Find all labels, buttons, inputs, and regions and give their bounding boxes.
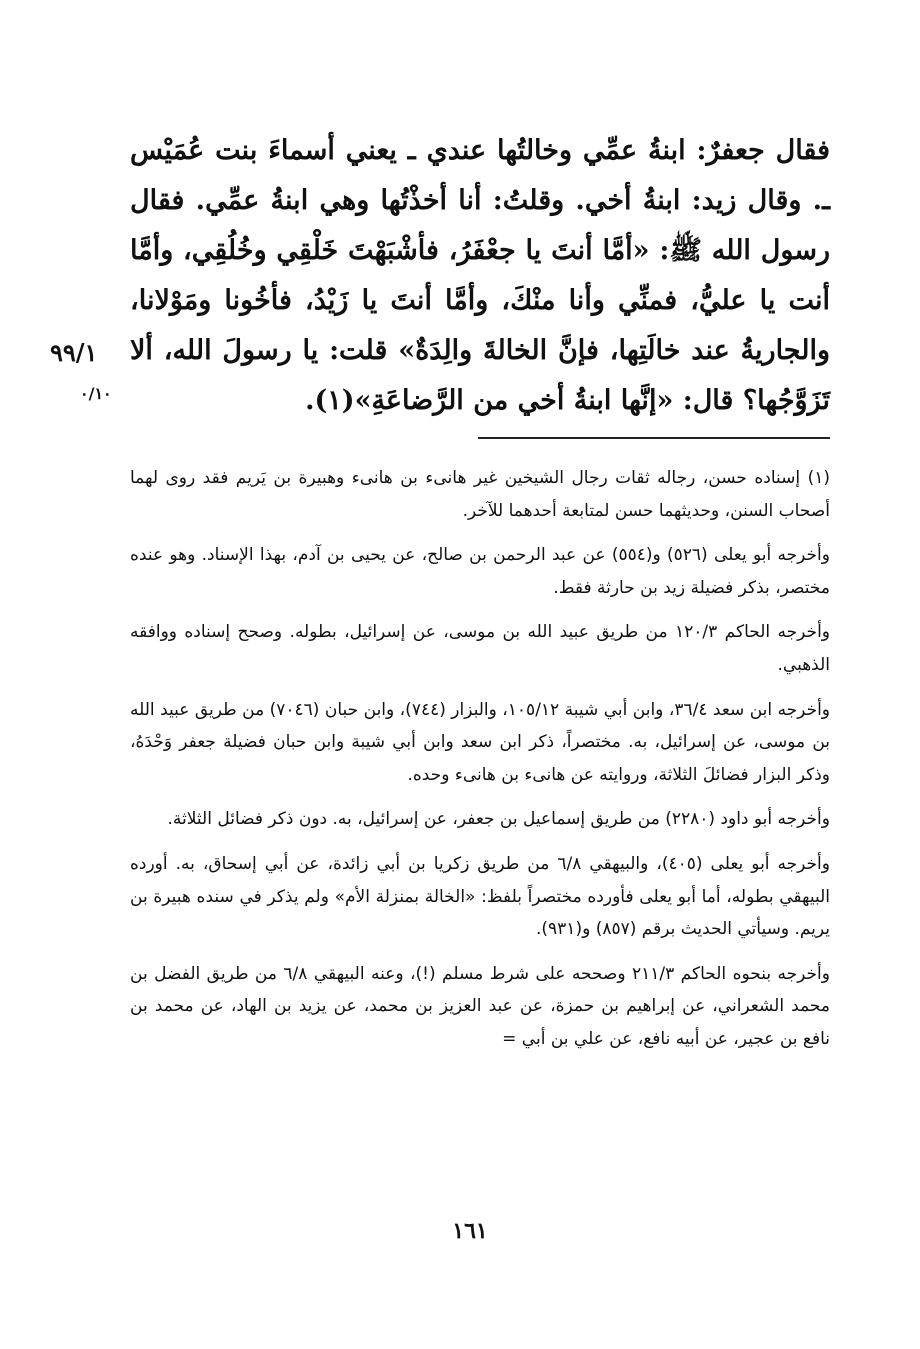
footnote-paragraph: وأخرجه أبو يعلى (٥٢٦) و(٥٥٤) عن عبد الرحمن بن صالح، عن يحيى بن آدم، بهذا الإسناد. وهو عنده مختصر، بذكر فضيلة زيد بن حارثة فقط. [130, 545, 830, 598]
footnote-paragraph: وأخرجه بنحوه الحاكم ٢١١/٣ وصححه على شرط مسلم (!)، وعنه البيهقي ٦/٨ من طريق الفضل بن محمد الشعراني، عن إبراهيم بن حمزة، عن عبد العزيز بن محمد، عن يزيد بن الهاد، عن محمد بن نافع بن عجير، عن أبيه نافع، عن علي بن أبي = [130, 963, 830, 1049]
footnote-paragraph: وأخرجه أبو يعلى (٤٠٥)، والبيهقي ٦/٨ من طريق زكريا بن أبي زائدة، عن أبي إسحاق، به. أورده البيهقي بطوله، أما أبو يعلى فأورده مختصراً بلفظ: «الخالة بمنزلة الأم» ولم يذكر في سنده هبيرة بن يريم. وسيأتي الحديث برقم (٨٥٧) و(٩٣١). [130, 853, 830, 940]
margin-mark: ٠/١٠ [80, 384, 112, 403]
footnote-paragraph: وأخرجه ابن سعد ٣٦/٤، وابن أبي شيبة ١٠٥/١٢، والبزار (٧٤٤)، وابن حبان (٧٠٤٦) من طريق عبيد الله بن موسى، عن إسرائيل، به. مختصراً، ذكر ابن سعد وابن أبي شيبة وابن حبان فضيلة جعفر وَحْدَهُ، وذكر البزار فضائلَ الثلاثة، وروايته عن هانىء بن هانىء وحده. [130, 699, 831, 785]
main-text [130, 126, 830, 426]
footnote-separator [478, 437, 830, 439]
footnote-paragraph: وأخرجه الحاكم ١٢٠/٣ من طريق عبيد الله بن موسى، عن إسرائيل، بطوله. وصحح إسناده ووافقه الذهبي. [130, 622, 830, 675]
page-number: ١٦١ [452, 1218, 488, 1244]
footnote-paragraph: وأخرجه أبو داود (٢٢٨٠) من طريق إسماعيل بن جعفر، عن إسرائيل، به. دون ذكر فضائل الثلاثة. [167, 809, 830, 830]
hadith-paragraph: فقال جعفرٌ: ابنةُ عمِّي وخالتُها عندي ـ يعني أسماءَ بنت عُمَيْس ـ. وقال زيد: ابنةُ أخي. وقلتُ: أنا أخذْتُها وهي ابنةُ عمِّي. فقال رسول الله ﷺ: «أمَّا أنتَ يا جعْفَرُ، فأشْبَهْتَ خَلْقِي وخُلُقِي، وأمَّا أنت يا عليُّ، فمنِّي وأنا منْكَ، وأمَّا أنتَ يا زَيْدُ، فأخُونا ومَوْلانا، والجاريةُ عند خالَتِها، فإنَّ الخالةَ والِدَةٌ» قلت: يا رسولَ الله، ألا تَزَوَّجُها؟ قال: «إنَّها ابنةُ أخي من الرَّضاعَةِ»(١). [130, 135, 830, 416]
footnote-paragraph: (١) إسناده حسن، رجاله ثقات رجال الشيخين غير هانىء بن هانىء وهبيرة بن يَريم فقد روى لهما أصحاب السنن، وحديثهما حسن لمتابعة أحدهما للآخر. [130, 468, 830, 521]
margin-volume-page: ٩٩/١ [50, 338, 98, 367]
footnotes [130, 462, 830, 1068]
